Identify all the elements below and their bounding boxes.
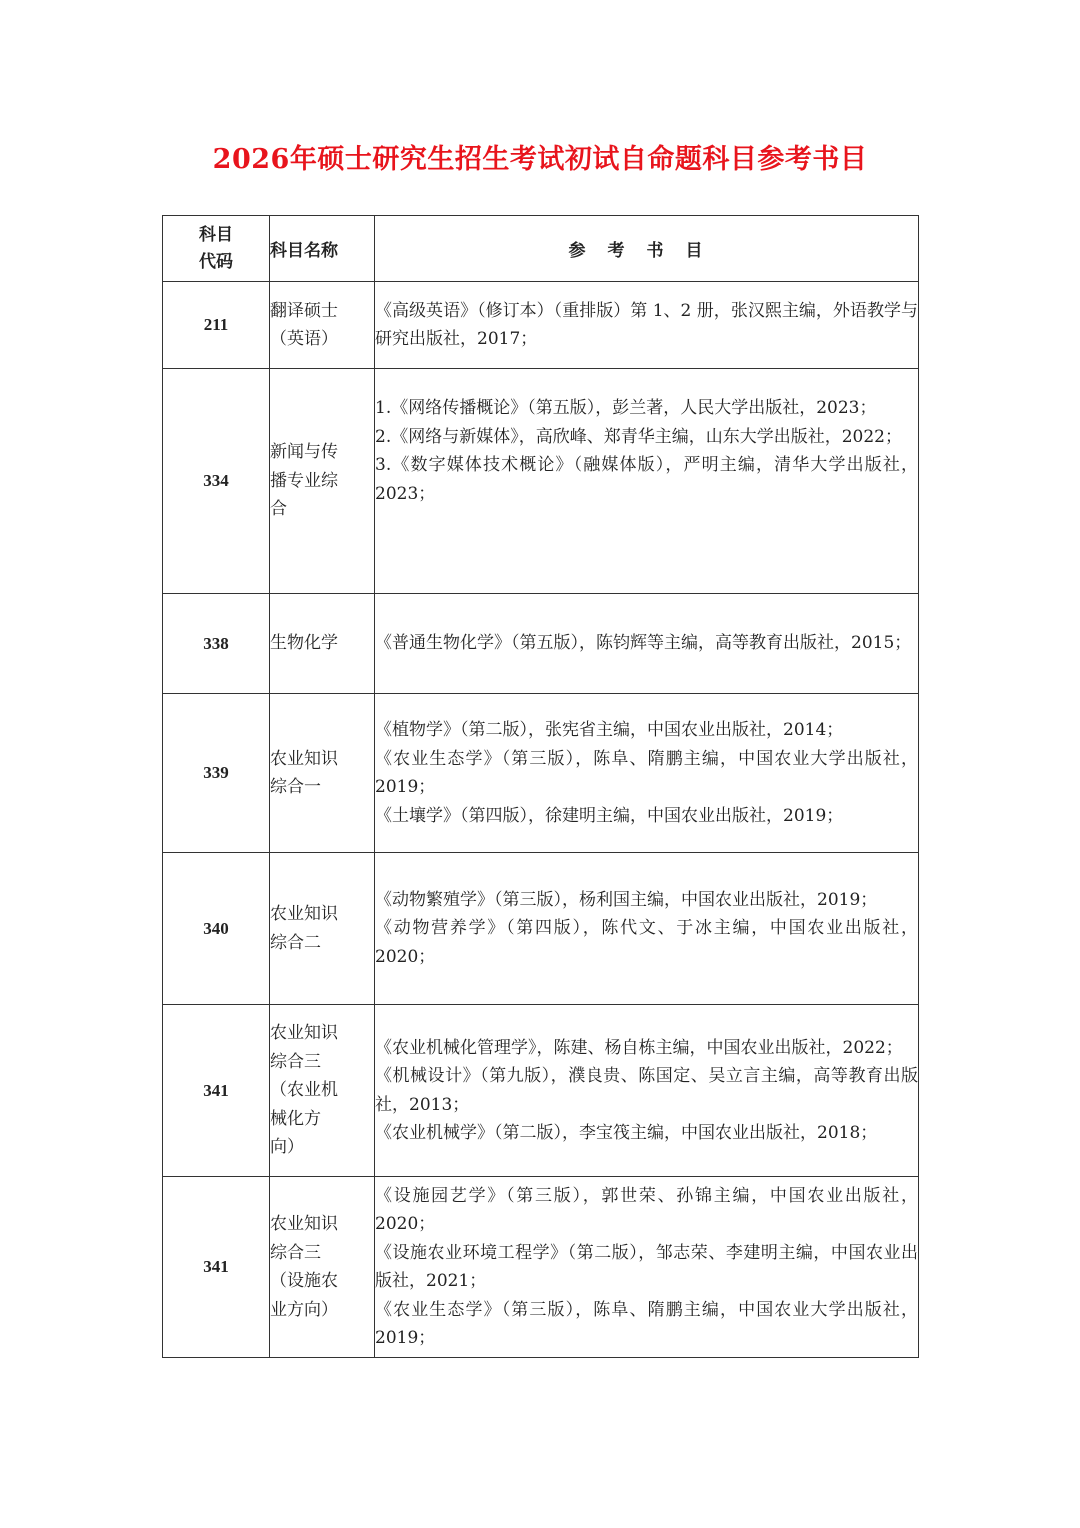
book-entry: 《植物学》（第二版），张宪省主编，中国农业出版社，2014； <box>375 720 844 740</box>
reference-books <box>375 1177 919 1358</box>
subject-name-line: 新闻与传 <box>270 442 338 463</box>
table-row <box>163 853 919 1005</box>
reference-books <box>375 282 919 369</box>
subject-name-line: （农业机 <box>270 1080 338 1101</box>
header-code-line1: 科目 <box>199 224 233 245</box>
subject-code: 334 <box>163 369 270 594</box>
table-header-row <box>163 216 919 282</box>
subject-name-line: 农业知识 <box>270 1214 338 1234</box>
subject-code: 339 <box>163 694 270 853</box>
book-entry: 《土壤学》（第四版），徐建明主编，中国农业出版社，2019； <box>375 805 844 826</box>
book-entry: 《机械设计》（第九版），濮良贵、陈国定、吴立言主编，高等教育出版社，2013； <box>375 1066 918 1115</box>
subject-name-line: 综合一 <box>270 777 321 797</box>
subject-name-line: 合 <box>270 499 287 520</box>
subject-code: 341 <box>163 1177 270 1358</box>
subject-code: 338 <box>163 594 270 694</box>
subject-name <box>270 853 375 1005</box>
subject-name-line: 翻译硕士 <box>270 300 338 321</box>
book-entry: 3.《数字媒体技术概论》（融媒体版），严明主编，清华大学出版社，2023； <box>375 455 918 504</box>
book-entry: 《高级英语》（修订本）（重排版）第 1、2 册，张汉熙主编，外语教学与研究出版社，2017； <box>375 300 918 349</box>
header-subject-code <box>163 216 270 282</box>
header-reference-books: 参考书目 <box>375 216 919 282</box>
subject-name <box>270 1177 375 1358</box>
subject-name <box>270 369 375 594</box>
subject-name-line: 综合三 <box>270 1242 321 1263</box>
book-entry: 《农业生态学》（第三版），陈阜、隋鹏主编，中国农业大学出版社，2019； <box>375 748 918 797</box>
table-row <box>163 369 919 594</box>
subject-name <box>270 1005 375 1177</box>
reference-books <box>375 853 919 1005</box>
book-entry: 2.《网络与新媒体》，高欣峰、郑青华主编，山东大学出版社，2022； <box>375 426 902 447</box>
subject-name-line: 农业知识 <box>270 904 338 924</box>
subject-name-line: 向） <box>270 1137 304 1158</box>
book-entry: 《普通生物化学》（第五版），陈钧辉等主编，高等教育出版社，2015； <box>375 633 912 654</box>
subject-name-line: （英语） <box>270 329 338 349</box>
subject-code: 340 <box>163 853 270 1005</box>
reference-books <box>375 1005 919 1177</box>
subject-name-line: 械化方 <box>270 1108 321 1129</box>
subject-name-line: 农业知识 <box>270 1023 338 1044</box>
book-entry: 1.《网络传播概论》（第五版），彭兰著，人民大学出版社，2023； <box>375 398 877 418</box>
book-entry: 《动物营养学》（第四版），陈代文、于冰主编，中国农业出版社，2020； <box>375 918 918 967</box>
table-row <box>163 1005 919 1177</box>
subject-name-line: 生物化学 <box>270 633 338 654</box>
subject-code: 341 <box>163 1005 270 1177</box>
table-row <box>163 282 919 369</box>
subject-code: 211 <box>163 282 270 369</box>
subject-name-line: 综合三 <box>270 1051 321 1072</box>
reference-books-table <box>162 215 919 1358</box>
reference-books <box>375 594 919 694</box>
subject-name <box>270 594 375 694</box>
book-entry: 《动物繁殖学》（第三版），杨利国主编，中国农业出版社，2019； <box>375 889 878 910</box>
subject-name-line: 业方向） <box>270 1299 338 1320</box>
book-entry: 《农业机械学》（第二版），李宝筏主编，中国农业出版社，2018； <box>375 1123 878 1143</box>
book-entry: 《设施园艺学》（第三版），郭世荣、孙锦主编，中国农业出版社，2020； <box>375 1185 918 1234</box>
subject-name <box>270 282 375 369</box>
table-row <box>163 694 919 853</box>
header-code-line2: 代码 <box>199 251 233 272</box>
reference-books <box>375 694 919 853</box>
book-entry: 《设施农业环境工程学》（第二版），邹志荣、李建明主编，中国农业出版社，2021； <box>375 1242 918 1291</box>
book-entry: 《农业生态学》（第三版），陈阜、隋鹏主编，中国农业大学出版社，2019； <box>375 1299 918 1348</box>
page-title: 2026年硕士研究生招生考试初试自命题科目参考书目 <box>212 144 868 175</box>
subject-name <box>270 694 375 853</box>
subject-name-line: （设施农 <box>270 1271 338 1291</box>
header-subject-name: 科目名称 <box>270 216 375 282</box>
subject-name-line: 农业知识 <box>270 748 338 769</box>
subject-name-line: 综合二 <box>270 932 321 953</box>
reference-books <box>375 369 919 594</box>
table-row <box>163 594 919 694</box>
book-entry: 《农业机械化管理学》，陈建、杨自栋主编，中国农业出版社，2022； <box>375 1037 903 1058</box>
table-row <box>163 1177 919 1358</box>
subject-name-line: 播专业综 <box>270 470 338 491</box>
